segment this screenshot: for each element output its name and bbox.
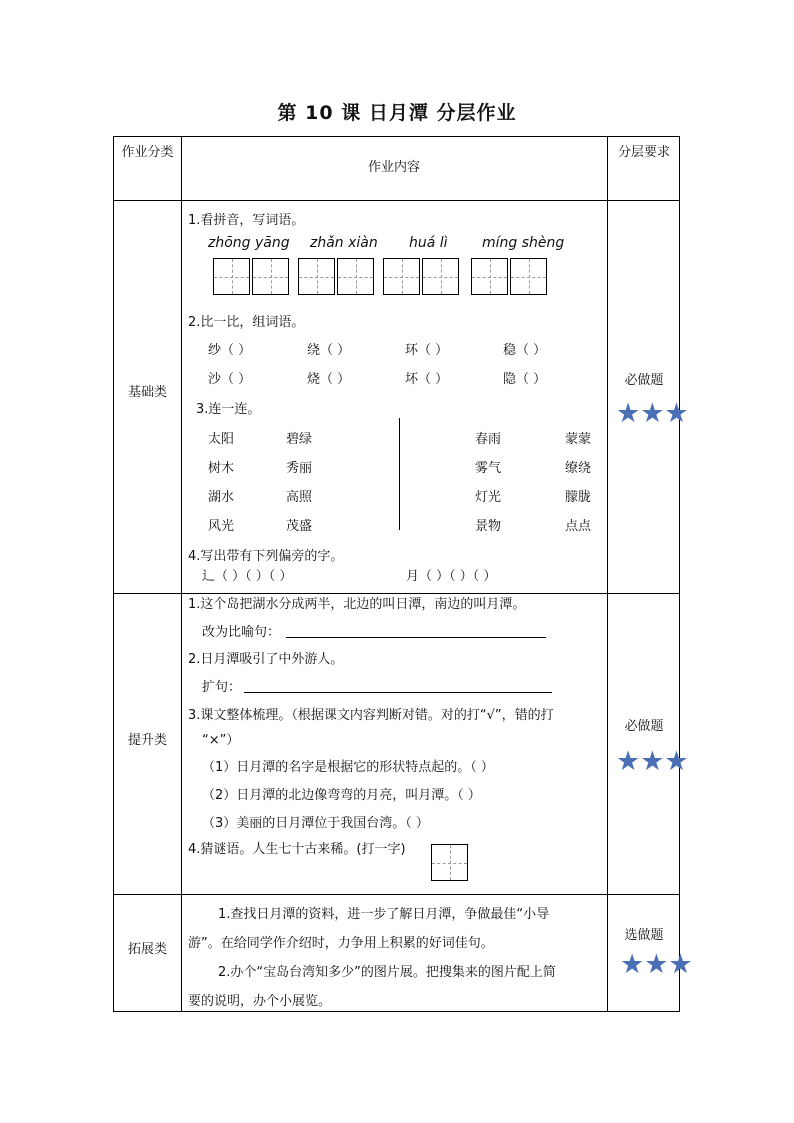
advanced-q1-prompt: 改为比喻句： <box>202 625 281 640</box>
extended-task-2 <box>188 958 604 1016</box>
category-basic: 基础类 <box>127 385 167 400</box>
basic-q2-title: 2.比一比，组词语。 <box>188 315 305 330</box>
row-divider <box>114 894 679 895</box>
rating-stars-icon: ★★★ <box>616 398 689 429</box>
radical-line: 月（ ）（ ）（ ） <box>406 569 497 584</box>
header-requirement: 分层要求 <box>617 145 670 160</box>
answer-line[interactable] <box>286 637 546 638</box>
pinyin-2: zhǎn xiàn <box>310 235 378 251</box>
match-separator <box>399 418 400 530</box>
pinyin-3: huá lì <box>409 235 448 251</box>
extended-task-1 <box>188 900 604 958</box>
pinyin-1: zhōng yāng <box>208 235 290 251</box>
extended-task-2-line: 2.办个“宝岛台湾知多少”的图片展。把搜集来的图片配上简 <box>218 965 556 980</box>
match-word: 太阳 <box>208 432 235 447</box>
compare-item: 沙（ ） <box>208 372 252 387</box>
requirement-advanced: 必做题 <box>624 719 664 734</box>
compare-item: 纱（ ） <box>208 343 252 358</box>
requirement-basic: 必做题 <box>624 373 664 388</box>
match-word: 湖水 <box>208 490 235 505</box>
advanced-q2-prompt: 扩句： <box>202 680 242 695</box>
page-title: 第 10 课 日月潭 分层作业 <box>277 102 517 124</box>
match-word: 灯光 <box>475 490 502 505</box>
row-divider <box>114 593 679 594</box>
rating-stars-icon: ★★★ <box>616 746 689 777</box>
basic-q3-title: 3.连一连。 <box>196 402 261 417</box>
basic-q4-title: 4.写出带有下列偏旁的字。 <box>188 549 344 564</box>
answer-line[interactable] <box>244 692 552 693</box>
compare-item: 绕（ ） <box>307 343 351 358</box>
match-word: 点点 <box>565 519 592 534</box>
header-content: 作业内容 <box>367 160 420 175</box>
compare-item: 烧（ ） <box>307 372 351 387</box>
advanced-q1: 1.这个岛把湖水分成两半，北边的叫日潭，南边的叫月潭。 <box>188 597 526 612</box>
match-word: 蒙蒙 <box>565 432 592 447</box>
match-word: 高照 <box>286 490 313 505</box>
writing-box[interactable] <box>213 258 250 295</box>
header-category: 作业分类 <box>121 145 174 160</box>
writing-box[interactable] <box>383 258 420 295</box>
compare-item: 稳（ ） <box>503 343 547 358</box>
writing-box[interactable] <box>431 844 468 881</box>
advanced-q2: 2.日月潭吸引了中外游人。 <box>188 652 344 667</box>
category-extended: 拓展类 <box>127 942 167 957</box>
writing-box[interactable] <box>252 258 289 295</box>
match-word: 茂盛 <box>286 519 313 534</box>
radical-line: 辶（ ）（ ）（ ） <box>202 569 293 584</box>
homework-table <box>113 136 693 1012</box>
writing-box[interactable] <box>510 258 547 295</box>
writing-box[interactable] <box>471 258 508 295</box>
column-divider <box>181 137 182 1011</box>
match-word: 景物 <box>475 519 502 534</box>
match-word: 雾气 <box>475 461 502 476</box>
category-advanced: 提升类 <box>127 733 167 748</box>
compare-item: 环（ ） <box>405 343 449 358</box>
basic-q1-title: 1.看拼音，写词语。 <box>188 213 305 228</box>
compare-item: 隐（ ） <box>503 372 547 387</box>
writing-box[interactable] <box>422 258 459 295</box>
extended-task-1-line: 1.查找日月潭的资料，进一步了解日月潭，争做最佳“小导 <box>218 907 550 922</box>
match-word: 树木 <box>208 461 235 476</box>
writing-box[interactable] <box>337 258 374 295</box>
pinyin-4: míng shèng <box>482 235 565 251</box>
rating-stars-icon: ★★★ <box>620 949 693 980</box>
advanced-q3-line1: 3.课文整体梳理。（根据课文内容判断对错。对的打“√”，错的打 <box>188 708 554 723</box>
row-divider <box>114 200 679 201</box>
match-word: 风光 <box>208 519 235 534</box>
judge-item: （3）美丽的日月潭位于我国台湾。（ ） <box>202 816 429 831</box>
advanced-q4: 4.猜谜语。人生七十古来稀。(打一字) <box>188 842 406 857</box>
extended-task-1-line: 游”。在给同学作介绍时，力争用上积累的好词佳句。 <box>188 936 494 951</box>
match-word: 缭绕 <box>565 461 592 476</box>
writing-box[interactable] <box>298 258 335 295</box>
match-word: 春雨 <box>475 432 502 447</box>
extended-task-2-line: 要的说明，办个小展览。 <box>188 994 332 1009</box>
advanced-q3-line2: “×”） <box>202 733 240 748</box>
match-word: 碧绿 <box>286 432 313 447</box>
compare-item: 坏（ ） <box>405 372 449 387</box>
requirement-extended: 选做题 <box>624 928 664 943</box>
match-word: 秀丽 <box>286 461 313 476</box>
column-divider <box>607 137 608 1011</box>
match-word: 朦胧 <box>565 490 592 505</box>
judge-item: （2）日月潭的北边像弯弯的月亮，叫月潭。（ ） <box>202 788 481 803</box>
judge-item: （1）日月潭的名字是根据它的形状特点起的。（ ） <box>202 760 494 775</box>
